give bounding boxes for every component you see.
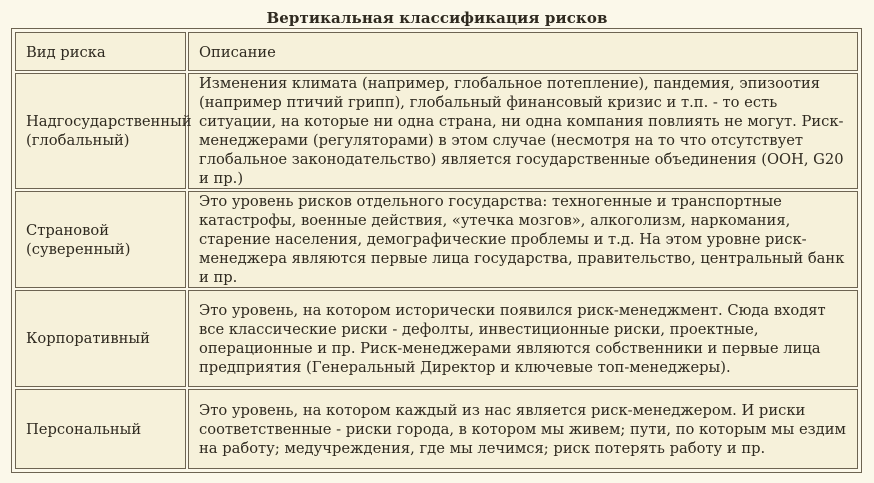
table-row [15, 290, 858, 387]
header-description: Описание [188, 32, 858, 71]
description-cell: Это уровень, на котором исторически появился риск-менеджмент. Сюда входят все классические риски - дефолты, инвестиционные риски, проектные, операционные и пр. Риск-менеджерами являются собственники и первые лица предприятия (Генеральный Директор и ключевые топ-менеджеры). [188, 290, 858, 387]
table-row [15, 191, 858, 288]
table-header-row [15, 32, 858, 71]
risk-type-cell: Корпоративный [15, 290, 186, 387]
risk-type-cell: Страновой (суверенный) [15, 191, 186, 288]
description-cell: Это уровень, на котором каждый из нас является риск-менеджером. И риски соответственные - риски города, в котором мы живем; пути, по которым мы ездим на работу; медучреждения, где мы лечимся; риск потерять работу и пр. [188, 389, 858, 469]
table-row [15, 73, 858, 189]
risk-classification-table [13, 30, 860, 471]
header-risk-type: Вид риска [15, 32, 186, 71]
description-cell: Это уровень рисков отдельного государства: техногенные и транспортные катастрофы, военные действия, «утечка мозгов», алкоголизм, наркомания, старение населения, демографические проблемы и т.д. На этом уровне риск-менеджера являются первые лица государства, правительство, центральный банк и пр. [188, 191, 858, 288]
table-row [15, 389, 858, 469]
risk-type-cell: Персональный [15, 389, 186, 469]
description-cell: Изменения климата (например, глобальное потепление), пандемия, эпизоотия (например птичий грипп), глобальный финансовый кризис и т.п. - то есть ситуации, на которые ни одна страна, ни одна компания повлиять не могут. Риск-менеджерами (регуляторами) в этом случае (несмотря на то что отсутствует глобальное законодательство) является государственные объединения (ООН, G20 и пр.) [188, 73, 858, 189]
risk-classification-table-frame [11, 28, 862, 473]
table-title: Вертикальная классификация рисков [266, 9, 608, 27]
risk-type-cell: Надгосударственный (глобальный) [15, 73, 186, 189]
